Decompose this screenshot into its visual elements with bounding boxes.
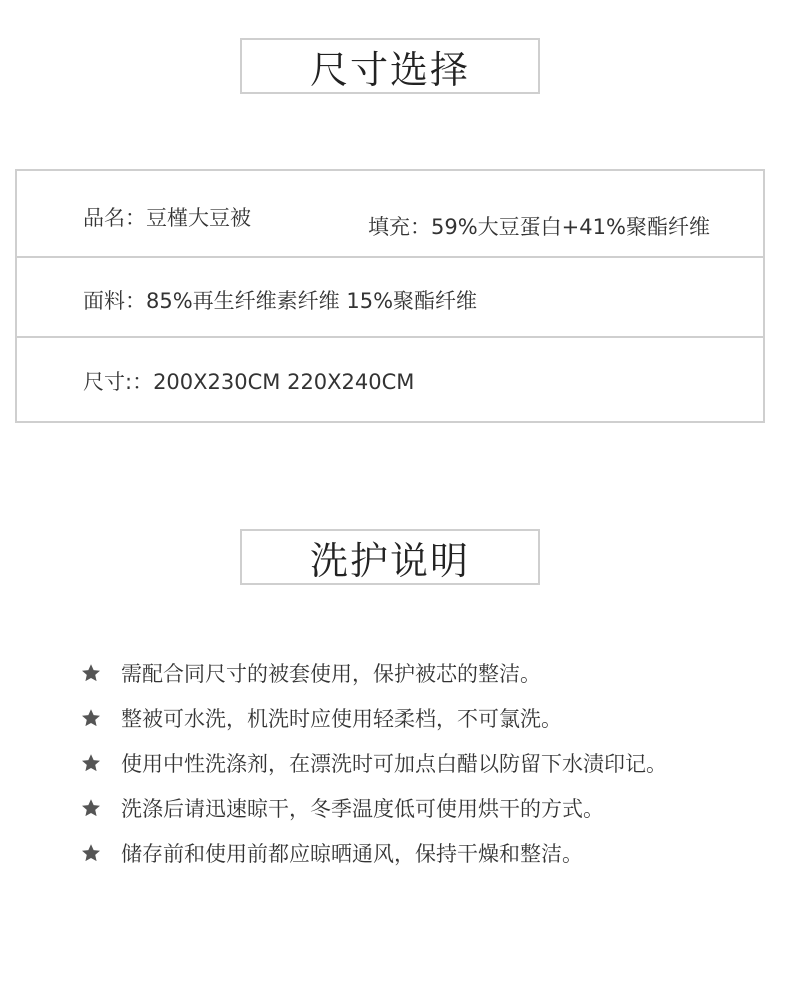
care-list bbox=[80, 650, 667, 875]
size-section-title: 尺寸选择 bbox=[240, 38, 540, 94]
list-item bbox=[80, 740, 667, 785]
spec-row-fabric bbox=[17, 258, 763, 338]
list-item bbox=[80, 830, 667, 875]
star-icon bbox=[80, 752, 102, 774]
spec-table bbox=[15, 169, 765, 423]
star-icon bbox=[80, 842, 102, 864]
care-section-title: 洗护说明 bbox=[240, 529, 540, 585]
star-icon bbox=[80, 707, 102, 729]
fabric-text: 面料：85%再生纤维素纤维 15%聚酯纤维 bbox=[83, 289, 478, 313]
spec-row-size bbox=[17, 338, 763, 421]
filling-text: 填充：59%大豆蛋白+41%聚酯纤维 bbox=[368, 215, 710, 239]
care-item-text: 储存前和使用前都应晾晒通风，保持干燥和整洁。 bbox=[121, 841, 583, 866]
care-item-text: 洗涤后请迅速晾干，冬季温度低可使用烘干的方式。 bbox=[121, 796, 604, 821]
star-icon bbox=[80, 797, 102, 819]
care-item-text: 整被可水洗，机洗时应使用轻柔档，不可氯洗。 bbox=[121, 706, 562, 731]
list-item bbox=[80, 695, 667, 740]
product-name-text: 品名：豆槿大豆被 bbox=[83, 206, 251, 230]
list-item bbox=[80, 785, 667, 830]
spec-row-name-filling bbox=[17, 171, 763, 258]
list-item bbox=[80, 650, 667, 695]
care-item-text: 使用中性洗涤剂，在漂洗时可加点白醋以防留下水渍印记。 bbox=[121, 751, 667, 776]
care-item-text: 需配合同尺寸的被套使用，保护被芯的整洁。 bbox=[121, 661, 541, 686]
size-text: 尺寸:：200X230CM 220X240CM bbox=[83, 370, 415, 394]
star-icon bbox=[80, 662, 102, 684]
